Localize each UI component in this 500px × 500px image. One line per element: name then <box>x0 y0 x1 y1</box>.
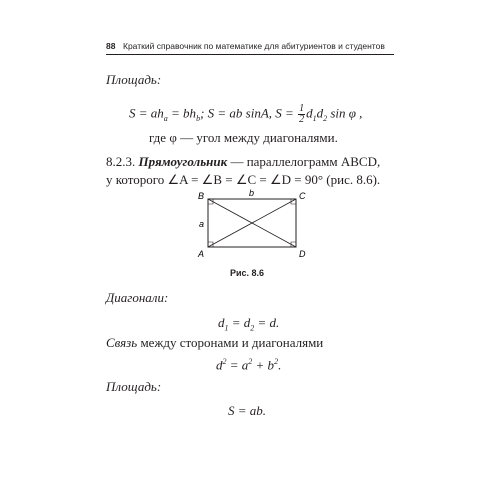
section-line-2: у которого ∠A = ∠B = ∠C = ∠D = 90° (рис. 8.6). <box>106 172 381 187</box>
area-heading-2: Площадь: <box>106 379 162 394</box>
side-label-a: a <box>199 219 205 229</box>
vertex-label-c: C <box>299 191 306 201</box>
side-label-b: b <box>249 188 255 198</box>
fraction-one-half: $\frac{1}{2}$ <box>299 103 305 125</box>
rectangle-figure <box>196 187 312 261</box>
where-line: где φ — угол между диагоналями. <box>149 130 338 145</box>
vertex-label-a: A <box>198 249 205 259</box>
page-number: 88 <box>106 41 116 51</box>
running-header <box>106 40 394 55</box>
figure-caption: Рис. 8.6 <box>230 268 265 278</box>
section-number: 8.2.3. <box>106 154 136 169</box>
relation-formula: $d^2 = a^2 + b^2$. <box>216 357 282 373</box>
vertex-label-b: B <box>198 191 205 201</box>
area-formula-2: S = ab. <box>228 403 267 418</box>
area-formula-1: $S = ah_a = bh_b$; S = ab sinA, S = $\frac{1}{2}$ $d_1d_2$ sin φ , <box>129 103 363 125</box>
section-8-2-3: 8.2.3. Прямоугольник — параллелограмм ABCD, <box>106 154 381 169</box>
diagonals-heading: Диагонали: <box>106 290 169 305</box>
area-heading-1: Площадь: <box>106 72 162 87</box>
relation-heading: Связь между сторонами и диагоналями <box>106 335 324 350</box>
diagonals-formula: $d_1 = d_2 = d$. <box>218 315 280 333</box>
vertex-label-d: D <box>299 249 306 259</box>
running-title: Краткий справочник по математике для абитуриентов и студентов <box>123 41 385 51</box>
section-term: Прямоугольник <box>138 154 228 169</box>
